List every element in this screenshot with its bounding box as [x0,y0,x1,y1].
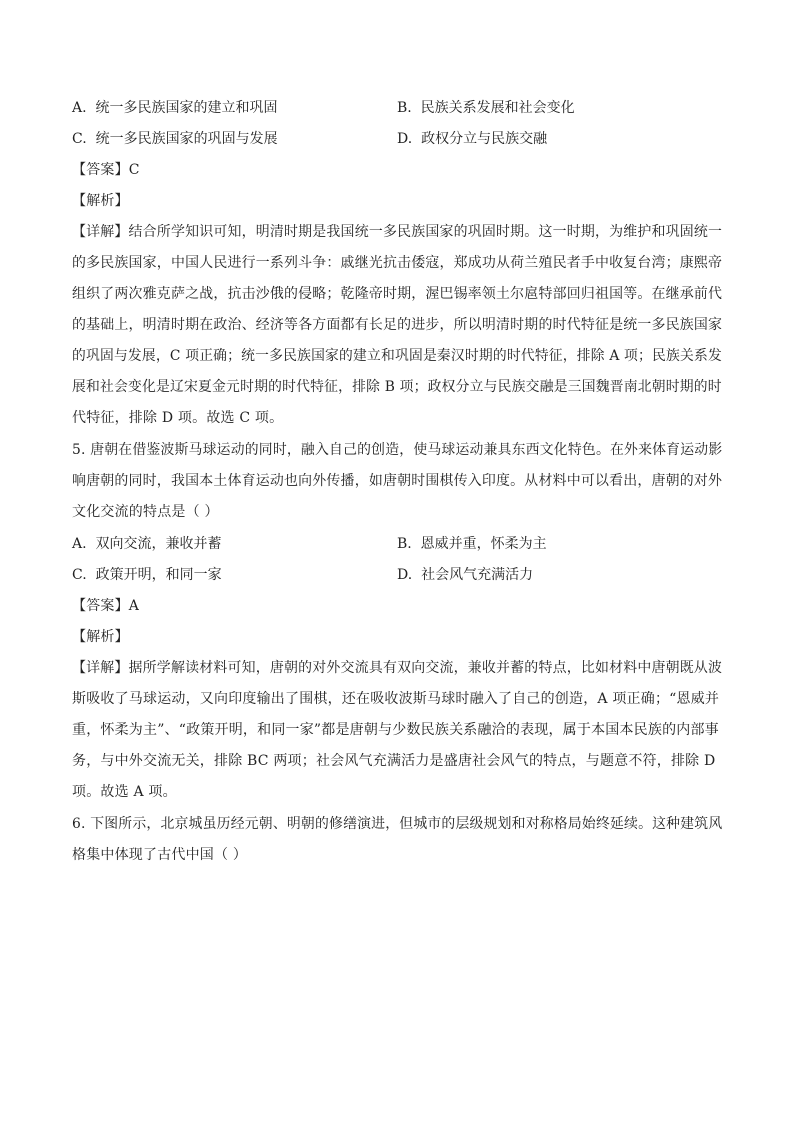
q5-option-a [72,534,221,554]
option-text: 统一多民族国家的巩固与发展 [95,131,278,147]
q4-detail-line: 组织了两次雅克萨之战，抗击沙俄的侵略；乾隆帝时期，渥巴锡率领土尔扈特部回归祖国等。在继承前代 [72,286,723,302]
option-text: 政策开明，和同一家 [95,567,222,583]
q4-option-a [72,98,277,118]
q4-answer: 【答案】C [72,162,140,178]
option-letter: D. [397,131,413,147]
option-letter: A. [72,536,87,552]
q5-analysis-tag: 【解析】 [72,629,129,645]
q6-stem-line: 6. 下图所示，北京城虽历经元朝、明朝的修缮演进，但城市的层级规划和对称格局始终延续。这种建筑风 [72,816,723,832]
option-letter: D. [397,567,413,583]
option-text: 政权分立与民族交融 [421,131,548,147]
option-text: 社会风气充满活力 [421,567,534,583]
q5-stem-line: 文化交流的特点是（ ） [72,504,219,520]
option-text: 恩威并重，怀柔为主 [420,536,547,552]
q4-detail-line: 的巩固与发展，C 项正确；统一多民族国家的建立和巩固是秦汉时期的时代特征，排除 A 项；民族关系发 [72,348,722,364]
option-letter: B. [397,536,412,552]
q4-analysis-tag: 【解析】 [72,193,129,209]
q5-option-c [72,565,222,585]
q5-detail-line: 务，与中外交流无关，排除 BC 两项；社会风气充满活力是盛唐社会风气的特点，与题意不符，排除 D [72,753,716,769]
option-letter: B. [397,100,412,116]
q4-option-c [72,129,278,149]
q4-detail-line: 代特征，排除 D 项。故选 C 项。 [72,410,284,426]
q5-detail-line: 重，怀柔为主”、“政策开明，和同一家”都是唐朝与少数民族关系融洽的表现，属于本国本民族的内部事 [72,722,719,738]
q6-stem-line: 格集中体现了古代中国（ ） [72,847,248,863]
q4-option-d [397,129,547,149]
q4-detail-line: 展和社会变化是辽宋夏金元时期的时代特征，排除 B 项；政权分立与民族交融是三国魏晋南北朝时期的时 [72,379,722,395]
option-letter: A. [72,100,87,116]
option-text: 统一多民族国家的建立和巩固 [95,100,278,116]
option-letter: C. [72,567,87,583]
option-letter: C. [72,131,87,147]
q4-detail-line: 【详解】结合所学知识可知，明清时期是我国统一多民族国家的巩固时期。这一时期，为维护和巩固统一 [72,224,723,240]
option-text: 双向交流，兼收并蓄 [95,536,222,552]
q5-detail-line: 斯吸收了马球运动，又向印度输出了围棋，还在吸收波斯马球时融入了自己的创造，A 项正确；“恩威并 [72,691,720,707]
q5-option-b [397,534,547,554]
q5-answer: 【答案】A [72,598,140,614]
q4-detail-line: 的多民族国家，中国人民进行一系列斗争：戚继光抗击倭寇，郑成功从荷兰殖民者手中收复台湾；康熙帝 [72,255,723,271]
option-text: 民族关系发展和社会变化 [420,100,575,116]
q4-detail-line: 的基础上，明清时期在政治、经济等各方面都有长足的进步，所以明清时期的时代特征是统一多民族国家 [72,317,723,333]
q5-option-d [397,565,533,585]
q5-stem-line: 响唐朝的同时，我国本土体育运动也向外传播，如唐朝时围棋传入印度。从材料中可以看出，唐朝的对外 [72,473,723,489]
q4-option-b [397,98,575,118]
q5-detail-line: 项。故选 A 项。 [72,784,177,800]
q5-detail-line: 【详解】据所学解读材料可知，唐朝的对外交流具有双向交流，兼收并蓄的特点，比如材料中唐朝既从波 [72,660,723,676]
q5-stem-line: 5. 唐朝在借鉴波斯马球运动的同时，融入自己的创造，使马球运动兼具东西文化特色。在外来体育运动影 [72,442,723,458]
